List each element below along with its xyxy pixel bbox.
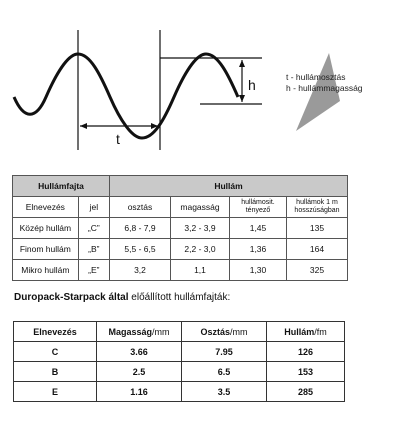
cell-name: B xyxy=(14,362,97,382)
header-hullamfajta: Hullámfajta xyxy=(13,176,110,197)
col-hullamok-1m: hullámok 1 m hosszúságban xyxy=(287,197,348,218)
row-magassag: 2,2 - 3,0 xyxy=(171,239,230,260)
producer-caption xyxy=(14,292,230,303)
row-osztas: 6,8 - 7,9 xyxy=(110,218,171,239)
row-magassag: 1,1 xyxy=(171,260,230,281)
cell-osztas: 6.5 xyxy=(182,362,267,382)
row-name: Finom hullám xyxy=(13,239,79,260)
row-tenyezo: 1,45 xyxy=(230,218,287,239)
row-osztas: 3,2 xyxy=(110,260,171,281)
table-row xyxy=(13,260,348,281)
col2-hullam: Hullám/fm xyxy=(267,322,345,342)
row-jel: „C” xyxy=(78,218,109,239)
row-tenyezo: 1,36 xyxy=(230,239,287,260)
row-name: Mikro hullám xyxy=(13,260,79,281)
cell-name: E xyxy=(14,382,97,402)
cell-hullam: 153 xyxy=(267,362,345,382)
row-jel: „E” xyxy=(78,260,109,281)
row-hullamok: 164 xyxy=(287,239,348,260)
caption-end: előállított hullámfajták: xyxy=(131,292,231,303)
row-hullamok: 135 xyxy=(287,218,348,239)
col2-osztas: Osztás/mm xyxy=(182,322,267,342)
header-hullam: Hullám xyxy=(110,176,348,197)
table-row xyxy=(14,362,345,382)
caption-brand: Duropack-Starpack xyxy=(14,292,106,303)
duropack-table xyxy=(13,321,345,402)
row-tenyezo: 1,30 xyxy=(230,260,287,281)
col-osztas: osztás xyxy=(110,197,171,218)
t-label: t xyxy=(116,131,120,147)
table-row xyxy=(14,342,345,362)
cell-osztas: 7.95 xyxy=(182,342,267,362)
col-jel: jel xyxy=(78,197,109,218)
legend-h: h - hullámmagasság xyxy=(286,82,363,93)
table-row xyxy=(14,382,345,402)
wave-types-table xyxy=(12,175,348,281)
row-osztas: 5,5 - 6,5 xyxy=(110,239,171,260)
diagram-legend xyxy=(286,72,363,93)
cell-magassag: 1.16 xyxy=(97,382,182,402)
cell-magassag: 3.66 xyxy=(97,342,182,362)
row-name: Közép hullám xyxy=(13,218,79,239)
h-label: h xyxy=(248,77,256,93)
row-magassag: 3,2 - 3,9 xyxy=(171,218,230,239)
cell-hullam: 126 xyxy=(267,342,345,362)
caption-mid: által xyxy=(105,292,132,303)
table-row xyxy=(13,239,348,260)
cell-hullam: 285 xyxy=(267,382,345,402)
col-magassag: magasság xyxy=(171,197,230,218)
row-hullamok: 325 xyxy=(287,260,348,281)
col-hullamosit: hullámosit. tényező xyxy=(230,197,287,218)
cell-magassag: 2.5 xyxy=(97,362,182,382)
col2-magassag: Magasság/mm xyxy=(97,322,182,342)
col2-elnevezes: Elnevezés xyxy=(14,322,97,342)
table-row xyxy=(13,218,348,239)
cell-name: C xyxy=(14,342,97,362)
row-jel: „B” xyxy=(78,239,109,260)
cell-osztas: 3.5 xyxy=(182,382,267,402)
legend-t: t - hullámosztás xyxy=(286,72,346,82)
col-elnevezes: Elnevezés xyxy=(13,197,79,218)
